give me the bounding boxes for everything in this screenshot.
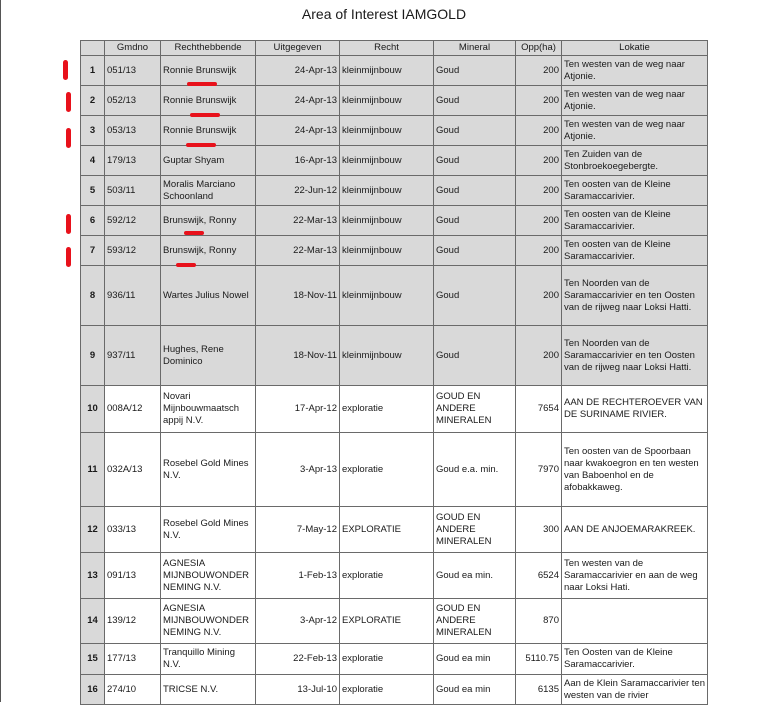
right-cell: EXPLORATIE [340, 507, 434, 553]
col-header-index [81, 41, 105, 56]
location-cell: Ten westen van de Saramaccarivier en aan de weg naar Loksi Hati. [562, 553, 708, 599]
mineral-cell: GOUD EN ANDERE MINERALEN [434, 386, 516, 433]
annotation-side-mark [66, 247, 71, 267]
area-cell: 200 [516, 86, 562, 116]
location-cell: Ten Noorden van de Saramaccarivier en ten Oosten van de rijweg naar Loksi Hatti. [562, 326, 708, 386]
concessions-table [80, 40, 708, 705]
annotation-side-mark [66, 214, 71, 234]
right-cell: kleinmijnbouw [340, 236, 434, 266]
mineral-cell: GOUD EN ANDERE MINERALEN [434, 599, 516, 644]
area-cell: 6135 [516, 675, 562, 705]
row-number: 4 [81, 146, 105, 176]
location-cell: AAN DE RECHTEROEVER VAN DE SURINAME RIVIER. [562, 386, 708, 433]
table-row [81, 266, 708, 326]
right-cell: EXPLORATIE [340, 599, 434, 644]
table-row [81, 326, 708, 386]
col-header-area: Opp(ha) [516, 41, 562, 56]
col-header-holder: Rechthebbende [161, 41, 256, 56]
mineral-cell: Goud [434, 326, 516, 386]
annotation-underline [184, 231, 204, 235]
row-number: 14 [81, 599, 105, 644]
col-header-mineral: Mineral [434, 41, 516, 56]
issued-cell: 24-Apr-13 [256, 116, 340, 146]
issued-cell: 3-Apr-12 [256, 599, 340, 644]
gmdno-cell: 051/13 [105, 56, 161, 86]
location-cell: Ten westen van de weg naar Atjonie. [562, 116, 708, 146]
table-row [81, 176, 708, 206]
right-cell: exploratie [340, 675, 434, 705]
holder-cell: Tranquillo Mining N.V. [161, 644, 256, 675]
location-cell: Ten oosten van de Spoorbaan naar kwakoegron en ten westen van Baboenhol en de afobakkaweg. [562, 433, 708, 507]
gmdno-cell: 139/12 [105, 599, 161, 644]
annotation-side-mark [66, 128, 71, 148]
location-cell: Ten Oosten van de Kleine Saramaccarivier. [562, 644, 708, 675]
area-cell: 200 [516, 266, 562, 326]
mineral-cell: Goud [434, 236, 516, 266]
area-cell: 200 [516, 56, 562, 86]
location-cell: Ten westen van de weg naar Atjonie. [562, 56, 708, 86]
issued-cell: 22-Feb-13 [256, 644, 340, 675]
gmdno-cell: 033/13 [105, 507, 161, 553]
gmdno-cell: 177/13 [105, 644, 161, 675]
issued-cell: 24-Apr-13 [256, 56, 340, 86]
gmdno-cell: 274/10 [105, 675, 161, 705]
right-cell: exploratie [340, 553, 434, 599]
mineral-cell: Goud ea min [434, 675, 516, 705]
mineral-cell: Goud ea min. [434, 553, 516, 599]
holder-cell: AGNESIA MIJNBOUWONDER NEMING N.V. [161, 599, 256, 644]
issued-cell: 3-Apr-13 [256, 433, 340, 507]
location-cell: Ten oosten van de Kleine Saramaccarivier. [562, 236, 708, 266]
gmdno-cell: 592/12 [105, 206, 161, 236]
mineral-cell: Goud ea min [434, 644, 516, 675]
area-cell: 7970 [516, 433, 562, 507]
mineral-cell: GOUD EN ANDERE MINERALEN [434, 507, 516, 553]
issued-cell: 22-Mar-13 [256, 236, 340, 266]
header-row [81, 41, 708, 56]
table-row [81, 433, 708, 507]
annotation-side-mark [63, 60, 68, 80]
right-cell: kleinmijnbouw [340, 326, 434, 386]
location-cell: AAN DE ANJOEMARAKREEK. [562, 507, 708, 553]
area-cell: 200 [516, 116, 562, 146]
table-row [81, 206, 708, 236]
row-number: 16 [81, 675, 105, 705]
gmdno-cell: 008A/12 [105, 386, 161, 433]
row-number: 7 [81, 236, 105, 266]
right-cell: exploratie [340, 433, 434, 507]
row-number: 1 [81, 56, 105, 86]
area-cell: 5110.75 [516, 644, 562, 675]
gmdno-cell: 937/11 [105, 326, 161, 386]
row-number: 8 [81, 266, 105, 326]
issued-cell: 18-Nov-11 [256, 266, 340, 326]
holder-cell: Rosebel Gold Mines N.V. [161, 507, 256, 553]
issued-cell: 22-Mar-13 [256, 206, 340, 236]
gmdno-cell: 032A/13 [105, 433, 161, 507]
mineral-cell: Goud [434, 56, 516, 86]
table-row [81, 146, 708, 176]
row-number: 9 [81, 326, 105, 386]
holder-cell: Ronnie Brunswijk [161, 56, 256, 86]
annotation-underline [190, 113, 220, 117]
right-cell: kleinmijnbouw [340, 266, 434, 326]
page-title: Area of Interest IAMGOLD [301, 6, 467, 22]
right-cell: kleinmijnbouw [340, 146, 434, 176]
annotation-underline [186, 143, 216, 147]
location-cell: Ten oosten van de Kleine Saramaccarivier. [562, 176, 708, 206]
mineral-cell: Goud [434, 266, 516, 326]
issued-cell: 24-Apr-13 [256, 86, 340, 116]
location-cell: Aan de Klein Saramaccarivier ten westen van de rivier [562, 675, 708, 705]
holder-cell: Rosebel Gold Mines N.V. [161, 433, 256, 507]
table-row [81, 644, 708, 675]
area-cell: 6524 [516, 553, 562, 599]
holder-cell: Guptar Shyam [161, 146, 256, 176]
row-number: 13 [81, 553, 105, 599]
gmdno-cell: 936/11 [105, 266, 161, 326]
area-cell: 200 [516, 236, 562, 266]
table-row [81, 553, 708, 599]
location-cell: Ten Zuiden van de Stonbroekoegebergte. [562, 146, 708, 176]
issued-cell: 13-Jul-10 [256, 675, 340, 705]
gmdno-cell: 179/13 [105, 146, 161, 176]
holder-cell: Novari Mijnbouwmaatsch appij N.V. [161, 386, 256, 433]
holder-cell: Brunswijk, Ronny [161, 236, 256, 266]
annotation-underline [176, 263, 196, 267]
row-number: 2 [81, 86, 105, 116]
gmdno-cell: 091/13 [105, 553, 161, 599]
location-cell: Ten oosten van de Kleine Saramaccarivier. [562, 206, 708, 236]
location-cell: Ten westen van de weg naar Atjonie. [562, 86, 708, 116]
area-cell: 300 [516, 507, 562, 553]
table-row [81, 56, 708, 86]
mineral-cell: Goud [434, 176, 516, 206]
issued-cell: 16-Apr-13 [256, 146, 340, 176]
col-header-location: Lokatie [562, 41, 708, 56]
table-row [81, 675, 708, 705]
row-number: 15 [81, 644, 105, 675]
issued-cell: 1-Feb-13 [256, 553, 340, 599]
right-cell: exploratie [340, 386, 434, 433]
issued-cell: 22-Jun-12 [256, 176, 340, 206]
col-header-issued: Uitgegeven [256, 41, 340, 56]
mineral-cell: Goud [434, 206, 516, 236]
table-row [81, 386, 708, 433]
issued-cell: 7-May-12 [256, 507, 340, 553]
area-cell: 7654 [516, 386, 562, 433]
holder-cell: Moralis Marciano Schoonland [161, 176, 256, 206]
table-row [81, 507, 708, 553]
annotation-underline [187, 82, 217, 86]
location-cell: Ten Noorden van de Saramaccarivier en ten Oosten van de rijweg naar Loksi Hatti. [562, 266, 708, 326]
area-cell: 870 [516, 599, 562, 644]
area-cell: 200 [516, 176, 562, 206]
holder-cell: TRICSE N.V. [161, 675, 256, 705]
right-cell: kleinmijnbouw [340, 206, 434, 236]
row-number: 5 [81, 176, 105, 206]
gmdno-cell: 052/13 [105, 86, 161, 116]
row-number: 12 [81, 507, 105, 553]
right-cell: exploratie [340, 644, 434, 675]
area-cell: 200 [516, 206, 562, 236]
mineral-cell: Goud [434, 116, 516, 146]
holder-cell: Hughes, Rene Dominico [161, 326, 256, 386]
table-row [81, 599, 708, 644]
col-header-gmdno: Gmdno [105, 41, 161, 56]
location-cell [562, 599, 708, 644]
row-number: 3 [81, 116, 105, 146]
holder-cell: Wartes Julius Nowel [161, 266, 256, 326]
row-number: 10 [81, 386, 105, 433]
table-row [81, 236, 708, 266]
page-edge-line [0, 0, 1, 702]
table-row [81, 116, 708, 146]
issued-cell: 18-Nov-11 [256, 326, 340, 386]
right-cell: kleinmijnbouw [340, 116, 434, 146]
gmdno-cell: 593/12 [105, 236, 161, 266]
col-header-right: Recht [340, 41, 434, 56]
mineral-cell: Goud [434, 86, 516, 116]
mineral-cell: Goud e.a. min. [434, 433, 516, 507]
mineral-cell: Goud [434, 146, 516, 176]
annotation-side-mark [66, 92, 71, 112]
gmdno-cell: 053/13 [105, 116, 161, 146]
area-cell: 200 [516, 146, 562, 176]
right-cell: kleinmijnbouw [340, 86, 434, 116]
right-cell: kleinmijnbouw [340, 56, 434, 86]
row-number: 6 [81, 206, 105, 236]
gmdno-cell: 503/11 [105, 176, 161, 206]
holder-cell: Ronnie Brunswijk [161, 116, 256, 146]
row-number: 11 [81, 433, 105, 507]
right-cell: kleinmijnbouw [340, 176, 434, 206]
area-cell: 200 [516, 326, 562, 386]
issued-cell: 17-Apr-12 [256, 386, 340, 433]
holder-cell: Ronnie Brunswijk [161, 86, 256, 116]
holder-cell: Brunswijk, Ronny [161, 206, 256, 236]
holder-cell: AGNESIA MIJNBOUWONDER NEMING N.V. [161, 553, 256, 599]
table-row [81, 86, 708, 116]
